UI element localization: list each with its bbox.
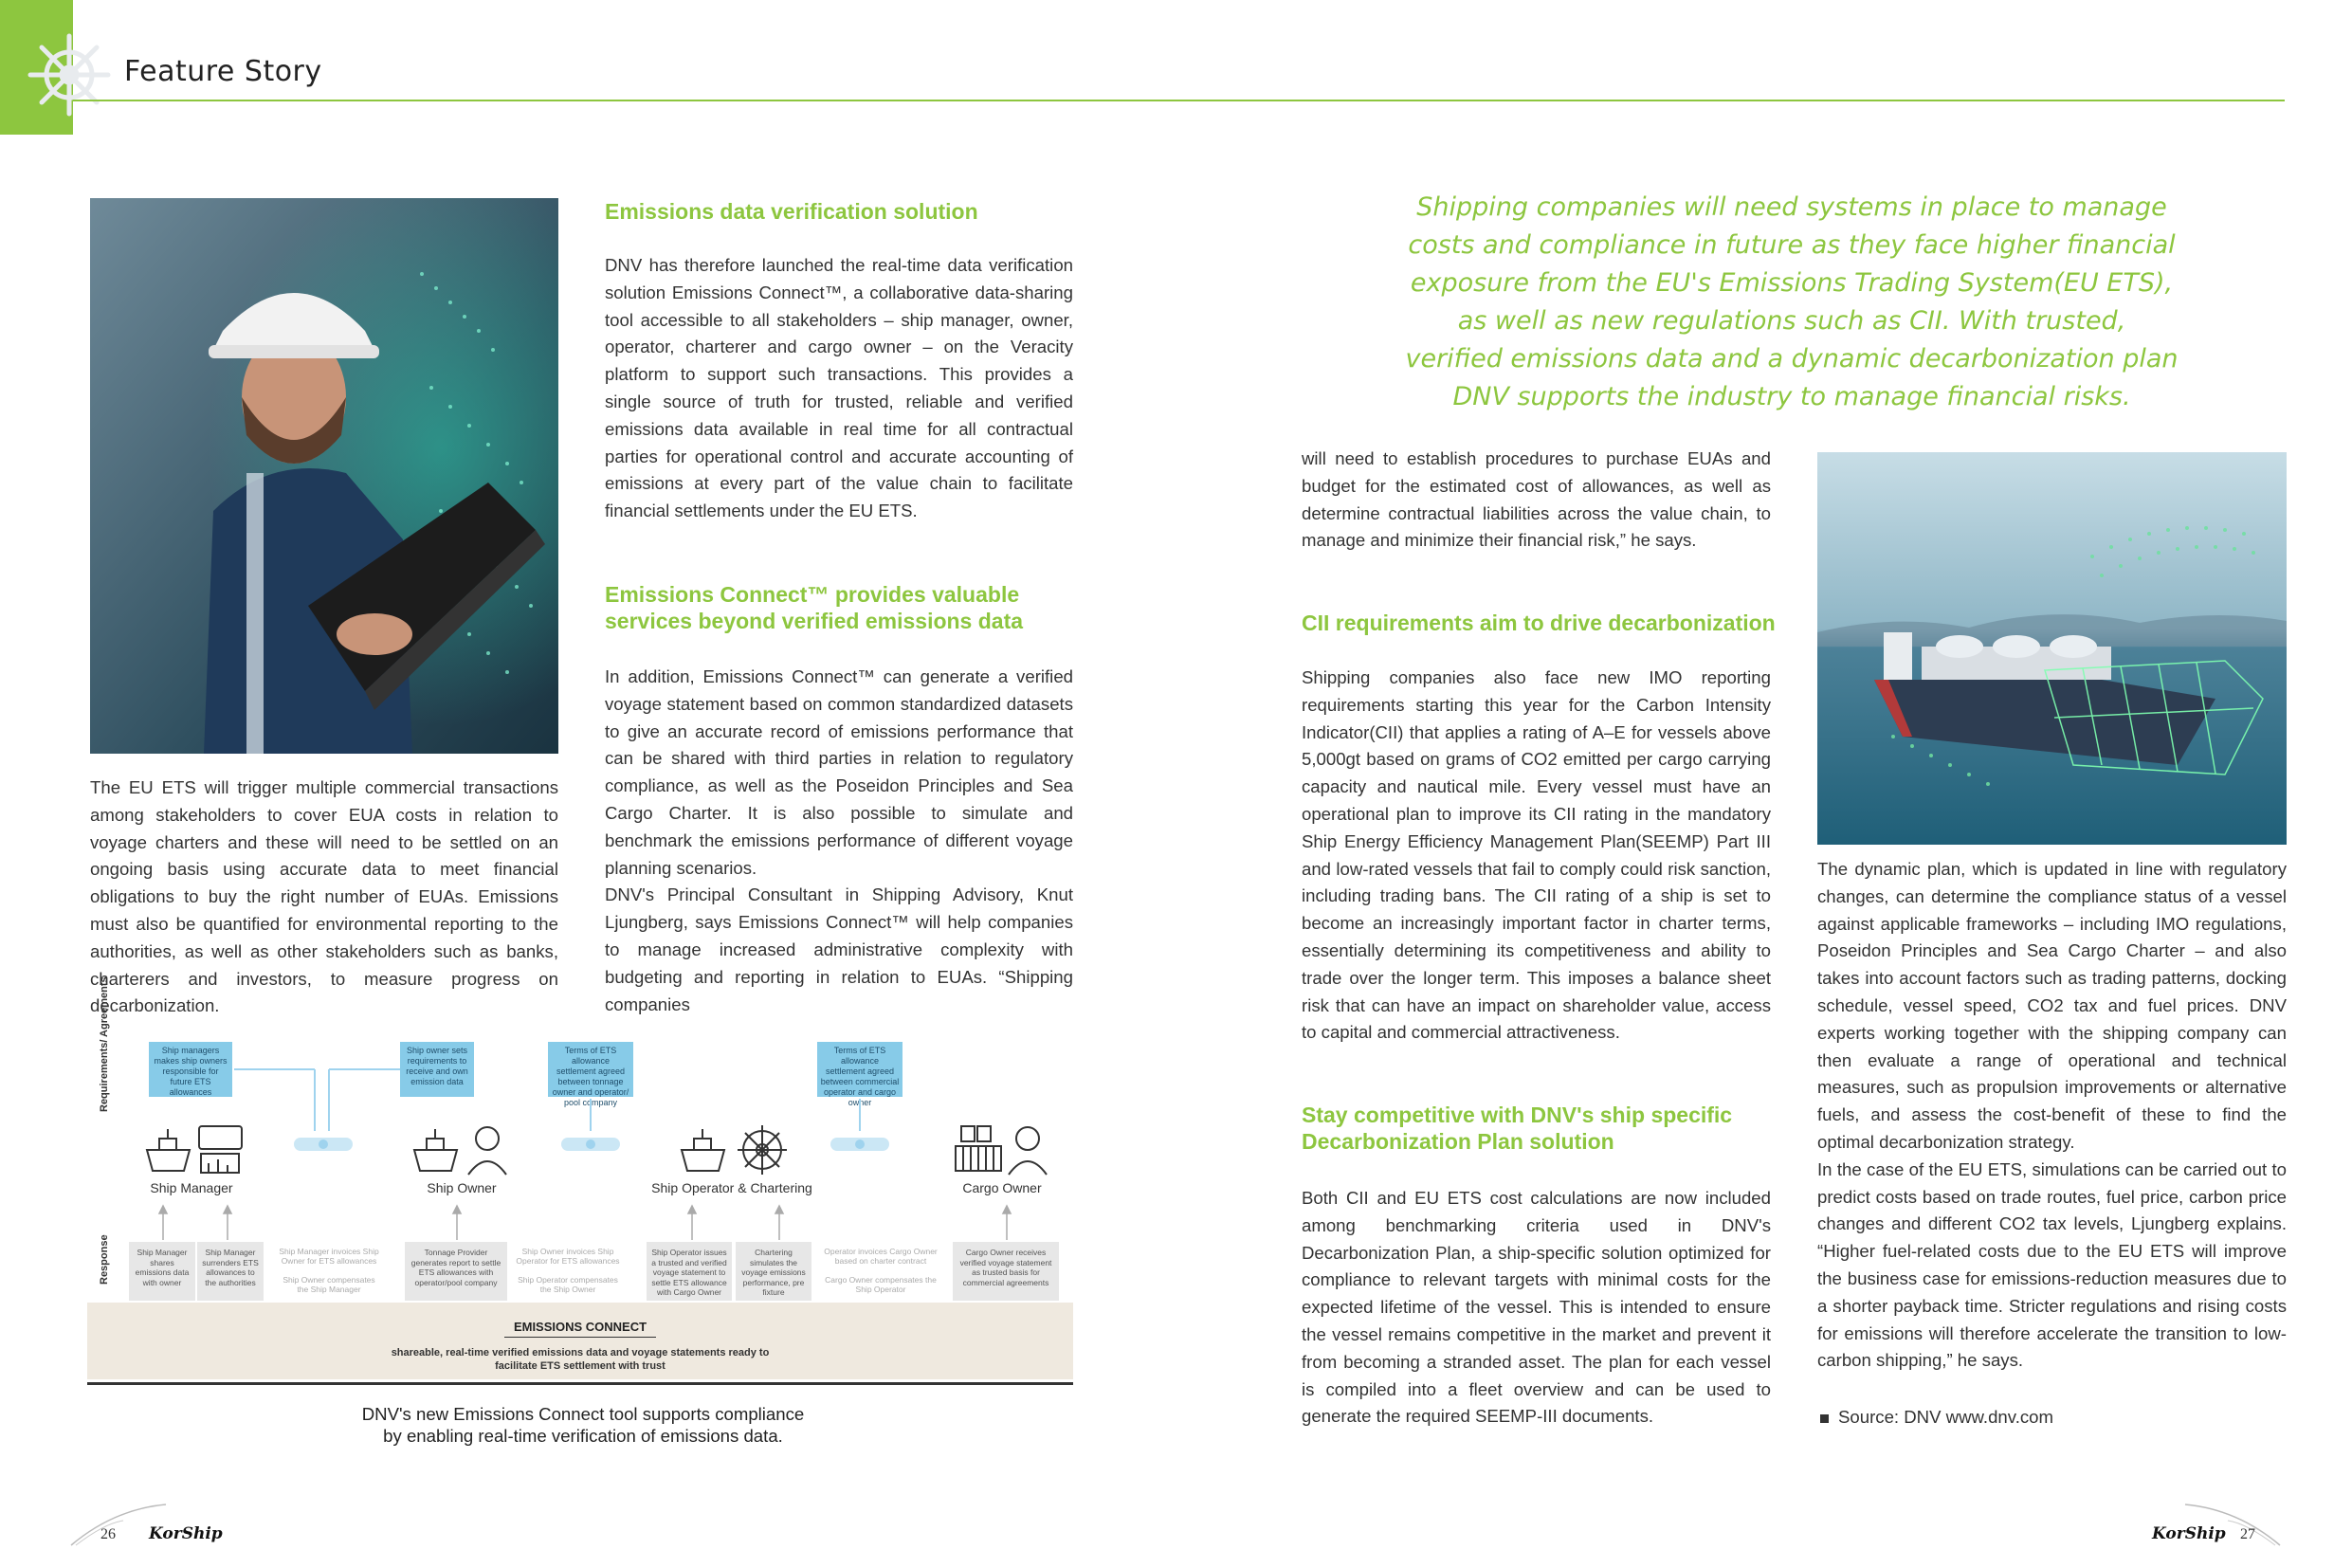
heading-services <box>605 581 1098 634</box>
resp-box-chartering-simulates: Chartering simulates the voyage emissions performance, pre fixture <box>736 1242 811 1301</box>
resp-note-3: Ship Owner invoices Ship Operator for ETS allowances <box>516 1247 620 1266</box>
diagram-caption <box>90 1403 1076 1447</box>
right1-paragraph-3 <box>1302 1185 1771 1431</box>
actor-operator-chartering: Ship Operator & Chartering <box>651 1180 812 1195</box>
mid-paragraph-1 <box>605 252 1073 525</box>
heading-decarb-line2: Decarbonization Plan solution <box>1302 1129 1614 1154</box>
mid-paragraph-2 <box>605 664 1073 1018</box>
connector-pill-3 <box>830 1138 889 1151</box>
quote-line-5: verified emissions data and a dynamic decarbonization plan <box>1405 344 2179 374</box>
source-text: Source: DNV www.dnv.com <box>1838 1407 2053 1427</box>
right2-paragraphs <box>1817 856 2287 1375</box>
operator-chartering-icon <box>677 1121 791 1178</box>
resp-note-1: Ship Manager invoices Ship Owner for ETS allowances <box>279 1247 379 1266</box>
quote-line-4: as well as new regulations such as CII. With trusted, <box>1457 306 2126 336</box>
actor-ship-owner: Ship Owner <box>427 1180 497 1195</box>
left-paragraph <box>90 775 558 1020</box>
connector-pill-2 <box>561 1138 620 1151</box>
req-box-manager: Ship managers makes ship owners responsible for future ETS allowances <box>149 1042 232 1097</box>
cargo-owner-icon <box>952 1121 1056 1178</box>
section-title: Feature Story <box>124 55 322 88</box>
worker-laptop-photo <box>90 198 558 754</box>
actor-cargo-owner: Cargo Owner <box>962 1180 1042 1195</box>
emissions-connect-band <box>87 1303 1073 1379</box>
resp-note-2: Ship Owner compensates the Ship Manager <box>283 1275 375 1294</box>
connector-pill-1 <box>294 1138 353 1151</box>
resp-box-operator-statement: Ship Operator issues a trusted and verified voyage statement to settle ETS allowance with Cargo Owner <box>647 1242 732 1301</box>
heading-verification: Emissions data verification solution <box>605 199 978 224</box>
resp-box-manager-surrenders: Ship Manager surrenders ETS allowances to the authorities <box>197 1242 264 1301</box>
quote-line-6: DNV supports the industry to manage financial risks. <box>1452 382 2131 411</box>
band-text-line2: facilitate ETS settlement with trust <box>495 1360 665 1372</box>
page-number-left: 26 <box>100 1526 116 1542</box>
resp-note-6: Cargo Owner compensates the Ship Operator <box>825 1275 937 1294</box>
heading-services-line1: Emissions Connect™ provides valuable <box>605 582 1020 607</box>
ship-manager-icon <box>142 1121 246 1178</box>
resp-box-cargo-receives: Cargo Owner receives verified voyage statement as trusted basis for commercial agreements <box>953 1242 1059 1301</box>
consultant-quote-text: DNV's Principal Consultant in Shipping Advisory, Knut Ljungberg, says Emissions Connect™ will help companies to manage increased administrative complexity with budgeting and reporting in relation to EUAs. “Shipping companies <box>605 884 1073 1014</box>
quote-line-3: exposure from the EU's Emissions Trading System(EU ETS), <box>1410 268 2174 298</box>
right1-paragraph-2 <box>1302 665 1771 1047</box>
ship-wheel-icon <box>27 32 112 118</box>
side-label-requirements: Requirements/ Agreements <box>99 976 110 1112</box>
right1-paragraph-1 <box>1302 446 1771 555</box>
verification-text: DNV has therefore launched the real-time data verification solution Emissions Connect™, a collaborative data-sharing tool accessible to all stakeholders – ship manager, owner, operator, charterer and cargo owner – on the Veracity platform to support such transactions. This provides a single source of truth for trusted, reliable and verified emissions data available in real time for all contractual parties for operational control and accurate accounting of emissions at every part of the value chain to facilitate financial settlements under the EU ETS. <box>605 255 1073 521</box>
emissions-connect-description <box>87 1346 1073 1373</box>
resp-note-5: Operator invoices Cargo Owner based on charter contract <box>824 1247 938 1266</box>
req-box-owner: Ship owner sets requirements to receive and own emission data <box>400 1042 474 1097</box>
services-text: In addition, Emissions Connect™ can generate a verified voyage statement based on common standardized datasets to give an accurate record of emissions performance that can be shared with third parties in relation to regulatory compliance, as well as the Poseidon Principles and Sea Cargo Charter. It is also possible to simulate and benchmark the emissions performance of different voyage planning scenarios. <box>605 666 1073 878</box>
emissions-connect-diagram <box>87 976 1073 1385</box>
brand-logo-left: KorShip <box>149 1524 223 1543</box>
page-number-right: 27 <box>2240 1526 2255 1542</box>
band-text-line1: shareable, real-time verified emissions data and voyage statements ready to <box>391 1347 770 1358</box>
req-box-operator: Terms of ETS allowance settlement agreed between tonnage owner and operator/ pool company <box>548 1042 633 1097</box>
quote-line-2: costs and compliance in future as they face higher financial <box>1408 230 2176 260</box>
resp-box-tonnage-provider: Tonnage Provider generates report to settle ETS allowances with operator/pool company <box>405 1242 507 1301</box>
dynamic-plan-text: The dynamic plan, which is updated in line with regulatory changes, can determine the compliance status of a vessel against applicable frameworks – including IMO regulations, Poseidon Principles and Sea Cargo Charter – and also takes into account factors such as trading patterns, docking schedule, vessel speed, CO2 tax and fuel prices. DNV experts working together with the shipping company can then evaluate a range of operational and technical measures, such as propulsion improvements or alternative fuels, and assess the cost-benefit of these to find the optimal decarbonization strategy. <box>1817 859 2287 1152</box>
resp-box-manager-shares: Ship Manager shares emissions data with owner <box>129 1242 195 1301</box>
cii-text: Shipping companies also face new IMO reporting requirements starting this year for the Carbon Intensity Indicator(CII) that applies a rating of A–E for vessels above 5,000gt based on grams of CO2 emitted per cargo carrying capacity and nautical mile. Every vessel must have an operational plan to improve its CII rating in the mandatory Ship Energy Efficiency Management Plan(SEEMP) Part III and low-rated vessels that fail to comply could risk sanction, including trading bans. The CII rating of a ship is set to become an increasingly important factor in charter terms, essentially determining its competitiveness and ability to trade over the longer term. This imposes a balance sheet risk that can have an impact on shareholder value, access to capital and commercial attractiveness. <box>1302 667 1771 1043</box>
quote-line-1: Shipping companies will need systems in place to manage <box>1416 192 2167 222</box>
actor-ship-manager: Ship Manager <box>150 1180 233 1195</box>
side-label-response: Response <box>99 1234 110 1285</box>
pull-quote <box>1375 189 2209 416</box>
response-arrows <box>87 1202 1073 1245</box>
source-line <box>1820 1407 2053 1428</box>
caption-line2: by enabling real-time verification of emissions data. <box>383 1426 783 1446</box>
req-box-cargo: Terms of ETS allowance settlement agreed between commercial operator and cargo owner <box>817 1042 903 1097</box>
source-bullet <box>1820 1414 1829 1423</box>
emissions-connect-title: EMISSIONS CONNECT <box>504 1320 656 1338</box>
caption-line1: DNV's new Emissions Connect tool supports compliance <box>361 1404 805 1424</box>
brand-logo-right: KorShip <box>2152 1524 2226 1543</box>
heading-decarbonization <box>1302 1102 1795 1155</box>
resp-note-4: Ship Operator compensates the Ship Owner <box>518 1275 618 1294</box>
heading-cii: CII requirements aim to drive decarbonization <box>1302 611 1776 635</box>
decarbonization-text: Both CII and EU ETS cost calculations are now included among benchmarking criteria used in DNV's Decarbonization Plan, a ship-specific solution optimized for compliance to relevant targets with minimal costs for the expected lifetime of the vessel. This is intended to ensure the vessel remains competitive in the market and prevent it from becoming a stranded asset. The plan for each vessel is compiled into a fleet overview and can be used to generate the required SEEMP-III documents. <box>1302 1188 1771 1427</box>
lng-ship-photo <box>1817 452 2287 845</box>
heading-decarb-line1: Stay competitive with DNV's ship specific <box>1302 1103 1733 1127</box>
ets-simulation-text: In the case of the EU ETS, simulations can be carried out to predict costs based on trade routes, fuel price, carbon price changes and different CO2 tax levels, Ljungberg explains. “Higher fuel-related costs due to the EU ETS will improve the business case for emissions-reduction measures due to a shorter payback time. Stricter regulations and rising costs for emissions will therefore accelerate the transition to low-carbon shipping,” he says. <box>1817 1158 2287 1371</box>
ets-transactions-text: The EU ETS will trigger multiple commercial transactions among stakeholders to cover EUA costs in relation to voyage charters and these will need to be settled on an ongoing basis using accurate data to meet financial obligations to buy the right number of EUAs. Emissions must also be quantified for environmental reporting to the authorities, as well as other stakeholders such as banks, charterers and investors, to measure progress on decarbonization. <box>90 777 558 1016</box>
procedures-text: will need to establish procedures to purchase EUAs and budget for the estimated cost of allowances, as well as determine contractual liabilities across the value chain, to manage and minimize their financial risk,” he says. <box>1302 448 1771 551</box>
ship-owner-icon <box>410 1121 514 1178</box>
heading-services-line2: services beyond verified emissions data <box>605 609 1024 633</box>
header-divider <box>73 100 2285 101</box>
